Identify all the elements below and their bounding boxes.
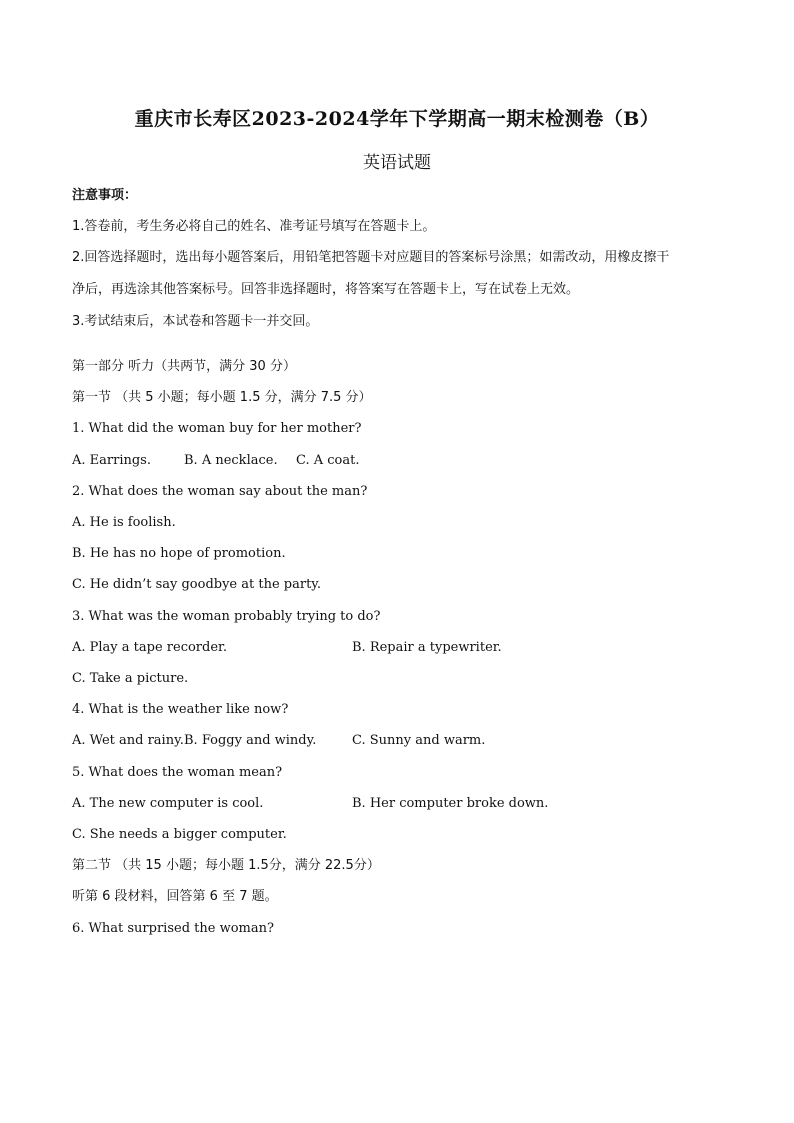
part1-heading: 第一部分 听力（共两节，满分 30 分） — [72, 359, 296, 374]
option-a: A. Wet and rainy. — [72, 733, 184, 748]
option-b: B. He has no hope of promotion. — [72, 546, 286, 561]
option-b: B. Repair a typewriter. — [352, 640, 502, 655]
option-a: A. Earrings. — [72, 453, 151, 468]
option-b: B. Foggy and windy. — [184, 733, 317, 748]
question-stem: 4. What is the weather like now? — [72, 702, 289, 717]
option-c: C. Take a picture. — [72, 671, 189, 686]
question-stem: 5. What does the woman mean? — [72, 765, 283, 780]
page-subtitle: 英语试题 — [363, 153, 431, 173]
material-instruction: 听第 6 段材料，回答第 6 至 7 题。 — [72, 889, 278, 904]
notes-heading: 注意事项： — [72, 188, 138, 203]
section2-heading: 第二节 （共 15 小题；每小题 1.5分，满分 22.5分） — [72, 858, 380, 873]
page-title: 重庆市长寿区2023-2024学年下学期高一期末检测卷（B） — [134, 108, 660, 130]
question-stem: 6. What surprised the woman? — [72, 921, 274, 936]
option-c: C. Sunny and warm. — [352, 733, 486, 748]
note-item: 2.回答选择题时，选出每小题答案后，用铅笔把答题卡对应题目的答案标号涂黑；如需改动，用橡皮擦干 — [72, 250, 670, 265]
option-c: C. He didn’t say goodbye at the party. — [72, 577, 322, 592]
option-b: B. A necklace. — [184, 453, 278, 468]
question-stem: 2. What does the woman say about the man? — [72, 484, 368, 499]
option-a: A. The new computer is cool. — [72, 796, 264, 811]
note-item: 3.考试结束后，本试卷和答题卡一并交回。 — [72, 314, 319, 329]
option-b: B. Her computer broke down. — [352, 796, 549, 811]
option-a: A. Play a tape recorder. — [72, 640, 227, 655]
note-item: 净后，再选涂其他答案标号。回答非选择题时，将答案写在答题卡上，写在试卷上无效。 — [72, 282, 580, 297]
note-item: 1.答卷前，考生务必将自己的姓名、准考证号填写在答题卡上。 — [72, 219, 436, 234]
option-c: C. A coat. — [296, 453, 360, 468]
question-stem: 1. What did the woman buy for her mother? — [72, 421, 362, 436]
section1-heading: 第一节 （共 5 小题；每小题 1.5 分，满分 7.5 分） — [72, 390, 372, 405]
option-c: C. She needs a bigger computer. — [72, 827, 287, 842]
question-stem: 3. What was the woman probably trying to do? — [72, 609, 381, 624]
option-a: A. He is foolish. — [72, 515, 176, 530]
